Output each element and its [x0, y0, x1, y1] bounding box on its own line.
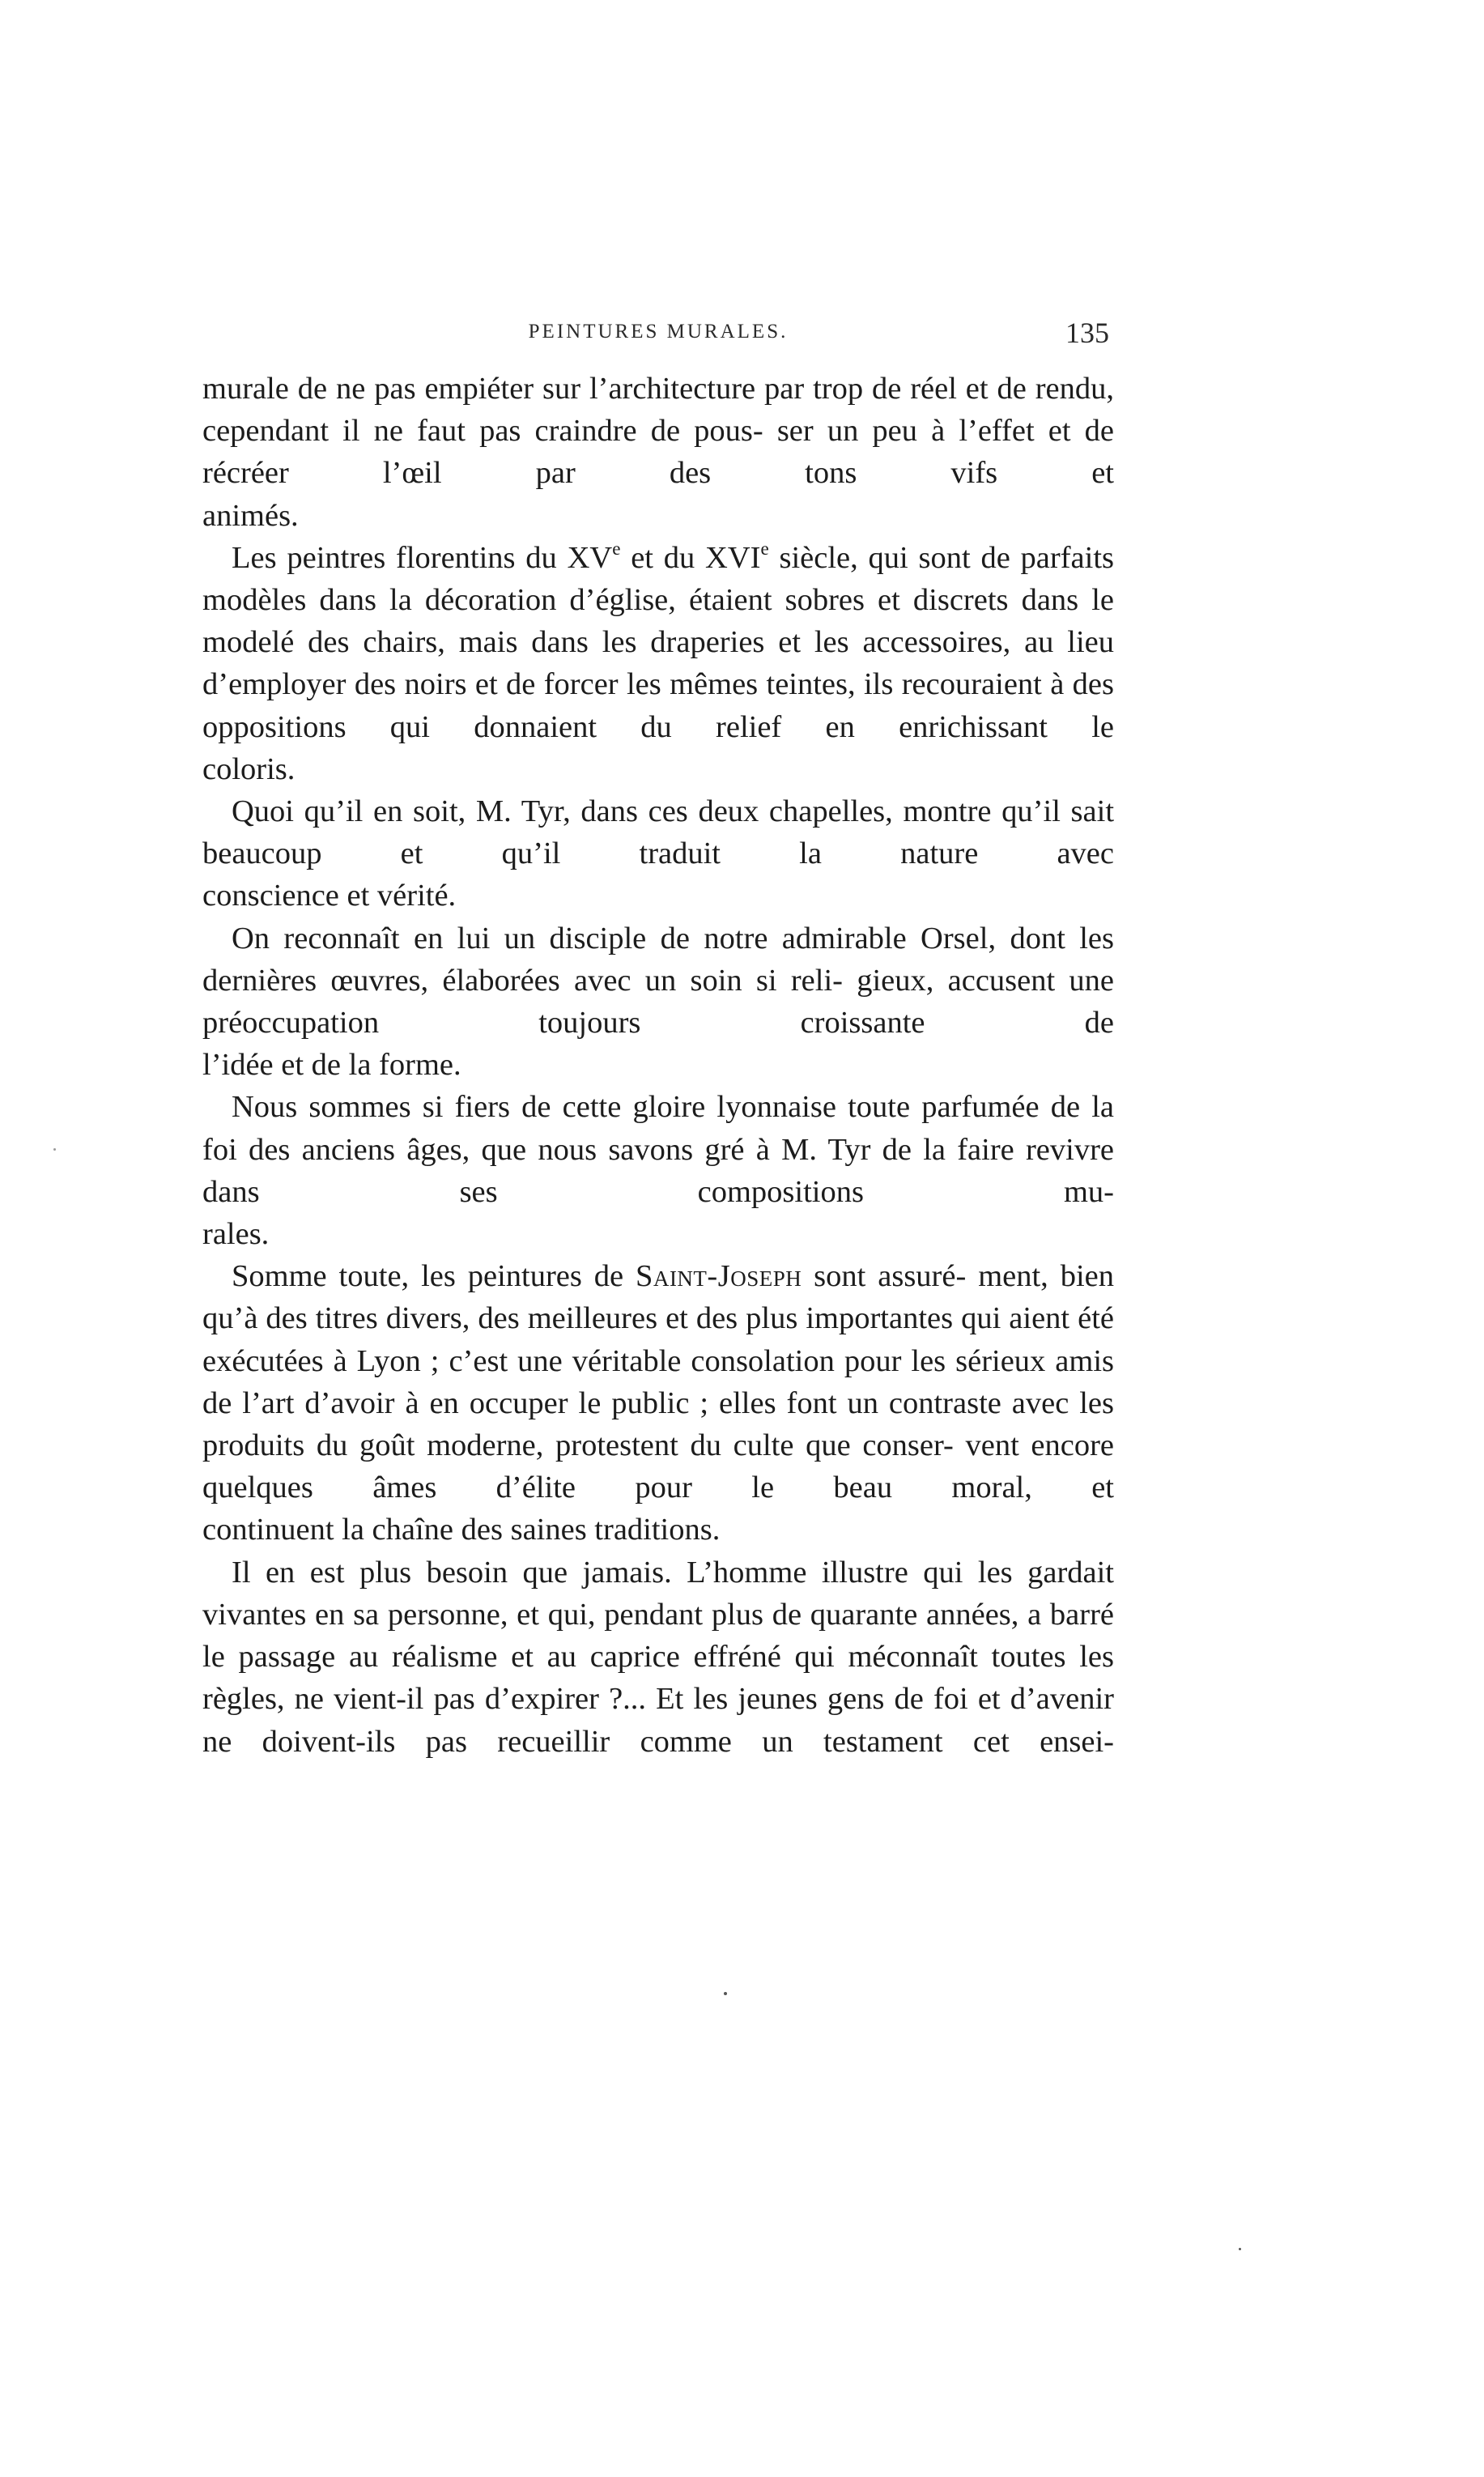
paragraph-3-end — [202, 875, 1114, 917]
text-line: Somme toute, les peintures de Saint-Joseph sont assuré- — [232, 1259, 967, 1294]
text-line: doivent-ils pas recueillir comme un testament cet ensei- — [262, 1724, 1115, 1759]
running-title: PEINTURES MURALES. — [528, 321, 789, 343]
paragraph-7 — [202, 1551, 1114, 1763]
text-line: parfumée de la foi des anciens âges, que nous savons gré — [202, 1090, 1115, 1167]
paragraph-6-end — [202, 1509, 1114, 1551]
paragraph-2-end — [202, 748, 1114, 790]
small-caps-name: Saint-Joseph — [636, 1259, 802, 1294]
text-line: véritable consolation pour les sérieux amis de l’art d’avoir — [202, 1343, 1115, 1420]
paragraph-6 — [202, 1255, 1114, 1509]
text-line: des oppositions qui donnaient du relief en enrichissant le — [202, 667, 1114, 744]
text-line: murale de ne pas empiéter sur l’architecture par trop de — [202, 372, 902, 406]
text-line: Quoi qu’il en soit, M. Tyr, dans ces deux chapelles, — [232, 794, 893, 829]
page-header — [202, 317, 1114, 353]
superscript: e — [760, 537, 769, 559]
text-line: produits du goût moderne, protestent du culte que conser- — [202, 1428, 954, 1463]
text-line: continuent la chaîne des saines traditions. — [202, 1513, 721, 1547]
paragraph-5 — [202, 1086, 1114, 1213]
paragraph-1-end — [202, 495, 1114, 537]
ink-speck — [53, 1148, 56, 1151]
paragraph-4 — [202, 917, 1114, 1045]
paragraph-5-end — [202, 1213, 1114, 1255]
text-line: caprice effréné qui méconnaît toutes les règles, ne vient-il — [202, 1640, 1115, 1717]
text-line: gieux, accusent une préoccupation toujours croissante de — [202, 963, 1115, 1041]
text-line: coloris. — [202, 751, 296, 786]
text-line: à M. Tyr de la faire revivre dans ses compositions mu- — [202, 1132, 1114, 1209]
text-line: rales. — [202, 1217, 270, 1252]
text-line: sont de parfaits modèles dans la décoration d’église, — [202, 540, 1114, 618]
text-line: Nous sommes si fiers de cette gloire lyonnaise toute — [232, 1090, 911, 1125]
text-line: Les peintres florentins du XVe et du XVIe siècle, qui — [232, 537, 908, 575]
body-text — [202, 368, 1114, 1763]
text-line: des noirs et de forcer les mêmes teintes, ils recouraient à — [354, 667, 1065, 702]
text-line: pas d’expirer ?... Et les jeunes gens de foi et d’avenir ne — [202, 1682, 1114, 1759]
page-number: 135 — [1065, 317, 1109, 349]
ink-speck — [724, 1992, 727, 1995]
superscript: e — [612, 537, 621, 559]
text-line: conscience et vérité. — [202, 879, 457, 913]
text-line: les gardait vivantes en sa personne, et qui, pendant plus — [202, 1555, 1114, 1632]
text-line: dans les draperies et les accessoires, au lieu d’employer — [202, 625, 1115, 702]
text-line: ment, bien qu’à des titres divers, des meilleures et des — [202, 1259, 1115, 1336]
paragraph-2 — [202, 537, 1114, 748]
text-line: l’idée et de la forme. — [202, 1048, 461, 1083]
paragraph-4-end — [202, 1044, 1114, 1086]
text-line: montre qu’il sait beaucoup et qu’il traduit la nature avec — [202, 794, 1115, 871]
text-line: réel et de rendu, cependant il ne faut pas craindre de pous- — [202, 372, 1114, 449]
text-line: Il en est plus besoin que jamais. L’homme illustre qui — [232, 1555, 963, 1590]
paragraph-1 — [202, 368, 1114, 495]
text-line: On reconnaît en lui un disciple de notre admirable Orsel, — [232, 921, 997, 955]
text-line: vent encore quelques âmes d’élite pour le beau moral, et — [202, 1428, 1114, 1505]
ink-speck — [1239, 2248, 1241, 2250]
text-line: plus importantes qui aient été exécutées à Lyon ; c’est une — [202, 1301, 1114, 1378]
text-line: étaient sobres et discrets dans le modelé des chairs, mais — [202, 583, 1114, 660]
text-line: animés. — [202, 498, 299, 533]
text-line: ser un peu à l’effet et de récréer l’œil par des tons vifs et — [202, 414, 1115, 491]
paragraph-3 — [202, 790, 1114, 875]
text-line: dont les dernières œuvres, élaborées avec un soin si reli- — [202, 921, 1115, 998]
text-line: à en occuper le public ; elles font un contraste avec les — [405, 1385, 1115, 1420]
text-line: de quarante années, a barré le passage au réalisme et au — [202, 1597, 1114, 1675]
